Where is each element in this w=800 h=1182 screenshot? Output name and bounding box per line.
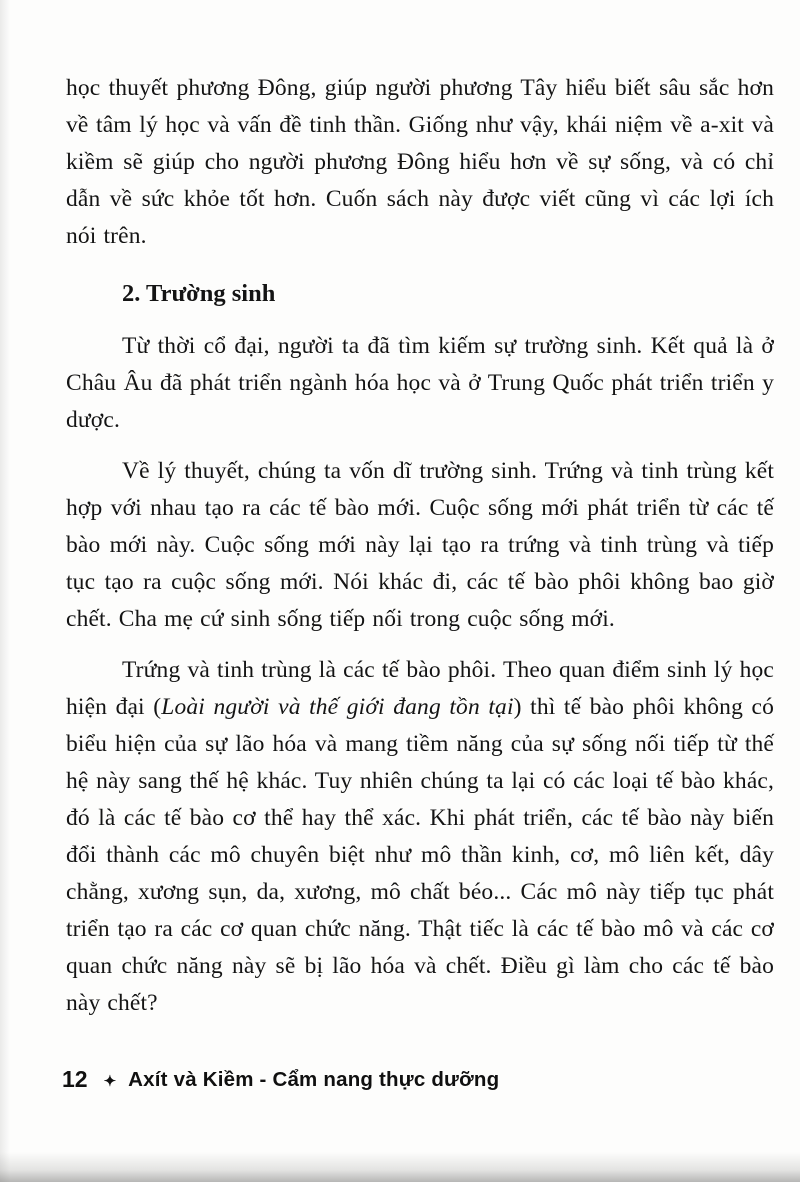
paragraph: Từ thời cổ đại, người ta đã tìm kiếm sự trường sinh. Kết quả là ở Châu Âu đã phát triển ngành hóa học và ở Trung Quốc phát triển triển y dược. bbox=[66, 333, 774, 433]
page-text-block bbox=[66, 70, 774, 1036]
scan-left-edge-shadow bbox=[0, 0, 10, 1182]
scan-bottom-edge-shadow bbox=[0, 1152, 800, 1182]
paragraph bbox=[66, 652, 774, 1022]
section-heading: 2. Trường sinh bbox=[122, 280, 276, 307]
paragraph-text: Trứng và tinh trùng là các tế bào phôi. Theo quan điểm sinh lý học hiện đại ( bbox=[66, 657, 774, 720]
paragraph-text: ) thì tế bào phôi không có biểu hiện của sự lão hóa và mang tiềm năng của sự sống nối tiếp từ thế hệ này sang thế hệ khác. Tuy nhiên chúng ta lại có các loại tế bào khác, đó là các tế bào cơ thể hay thể xác. Khi phát triển, các tế bào này biến đổi thành các mô chuyên biệt như mô thần kinh, cơ, mô liên kết, dây chằng, xương sụn, da, xương, mô chất béo... Các mô này tiếp tục phát triển tạo ra các cơ quan chức năng. Thật tiếc là các tế bào mô và các cơ quan chức năng này sẽ bị lão hóa và chết. Điều gì làm cho các tế bào này chết? bbox=[66, 694, 774, 1016]
footer-ornament-icon: ✦ bbox=[103, 1072, 117, 1090]
page-number: 12 bbox=[62, 1066, 88, 1092]
paragraph: học thuyết phương Đông, giúp người phương Tây hiểu biết sâu sắc hơn về tâm lý học và vấn đề tinh thần. Giống như vậy, khái niệm về a-xit và kiềm sẽ giúp cho người phương Đông hiểu hơn về sự sống, và có chỉ dẫn về sức khỏe tốt hơn. Cuốn sách này được viết cũng vì các lợi ích nói trên. bbox=[66, 75, 774, 249]
paragraph: Về lý thuyết, chúng ta vốn dĩ trường sinh. Trứng và tinh trùng kết hợp với nhau tạo ra các tế bào mới. Cuộc sống mới phát triển từ các tế bào mới này. Cuộc sống mới này lại tạo ra trứng và tinh trùng và tiếp tục tạo ra cuộc sống mới. Nói khác đi, các tế bào phôi không bao giờ chết. Cha mẹ cứ sinh sống tiếp nối trong cuộc sống mới. bbox=[66, 458, 774, 632]
running-footer-title: Axít và Kiềm - Cẩm nang thực dưỡng bbox=[128, 1067, 500, 1091]
page-footer bbox=[62, 1066, 499, 1093]
paragraph-italic-text: Loài người và thế giới đang tồn tại bbox=[161, 694, 514, 720]
